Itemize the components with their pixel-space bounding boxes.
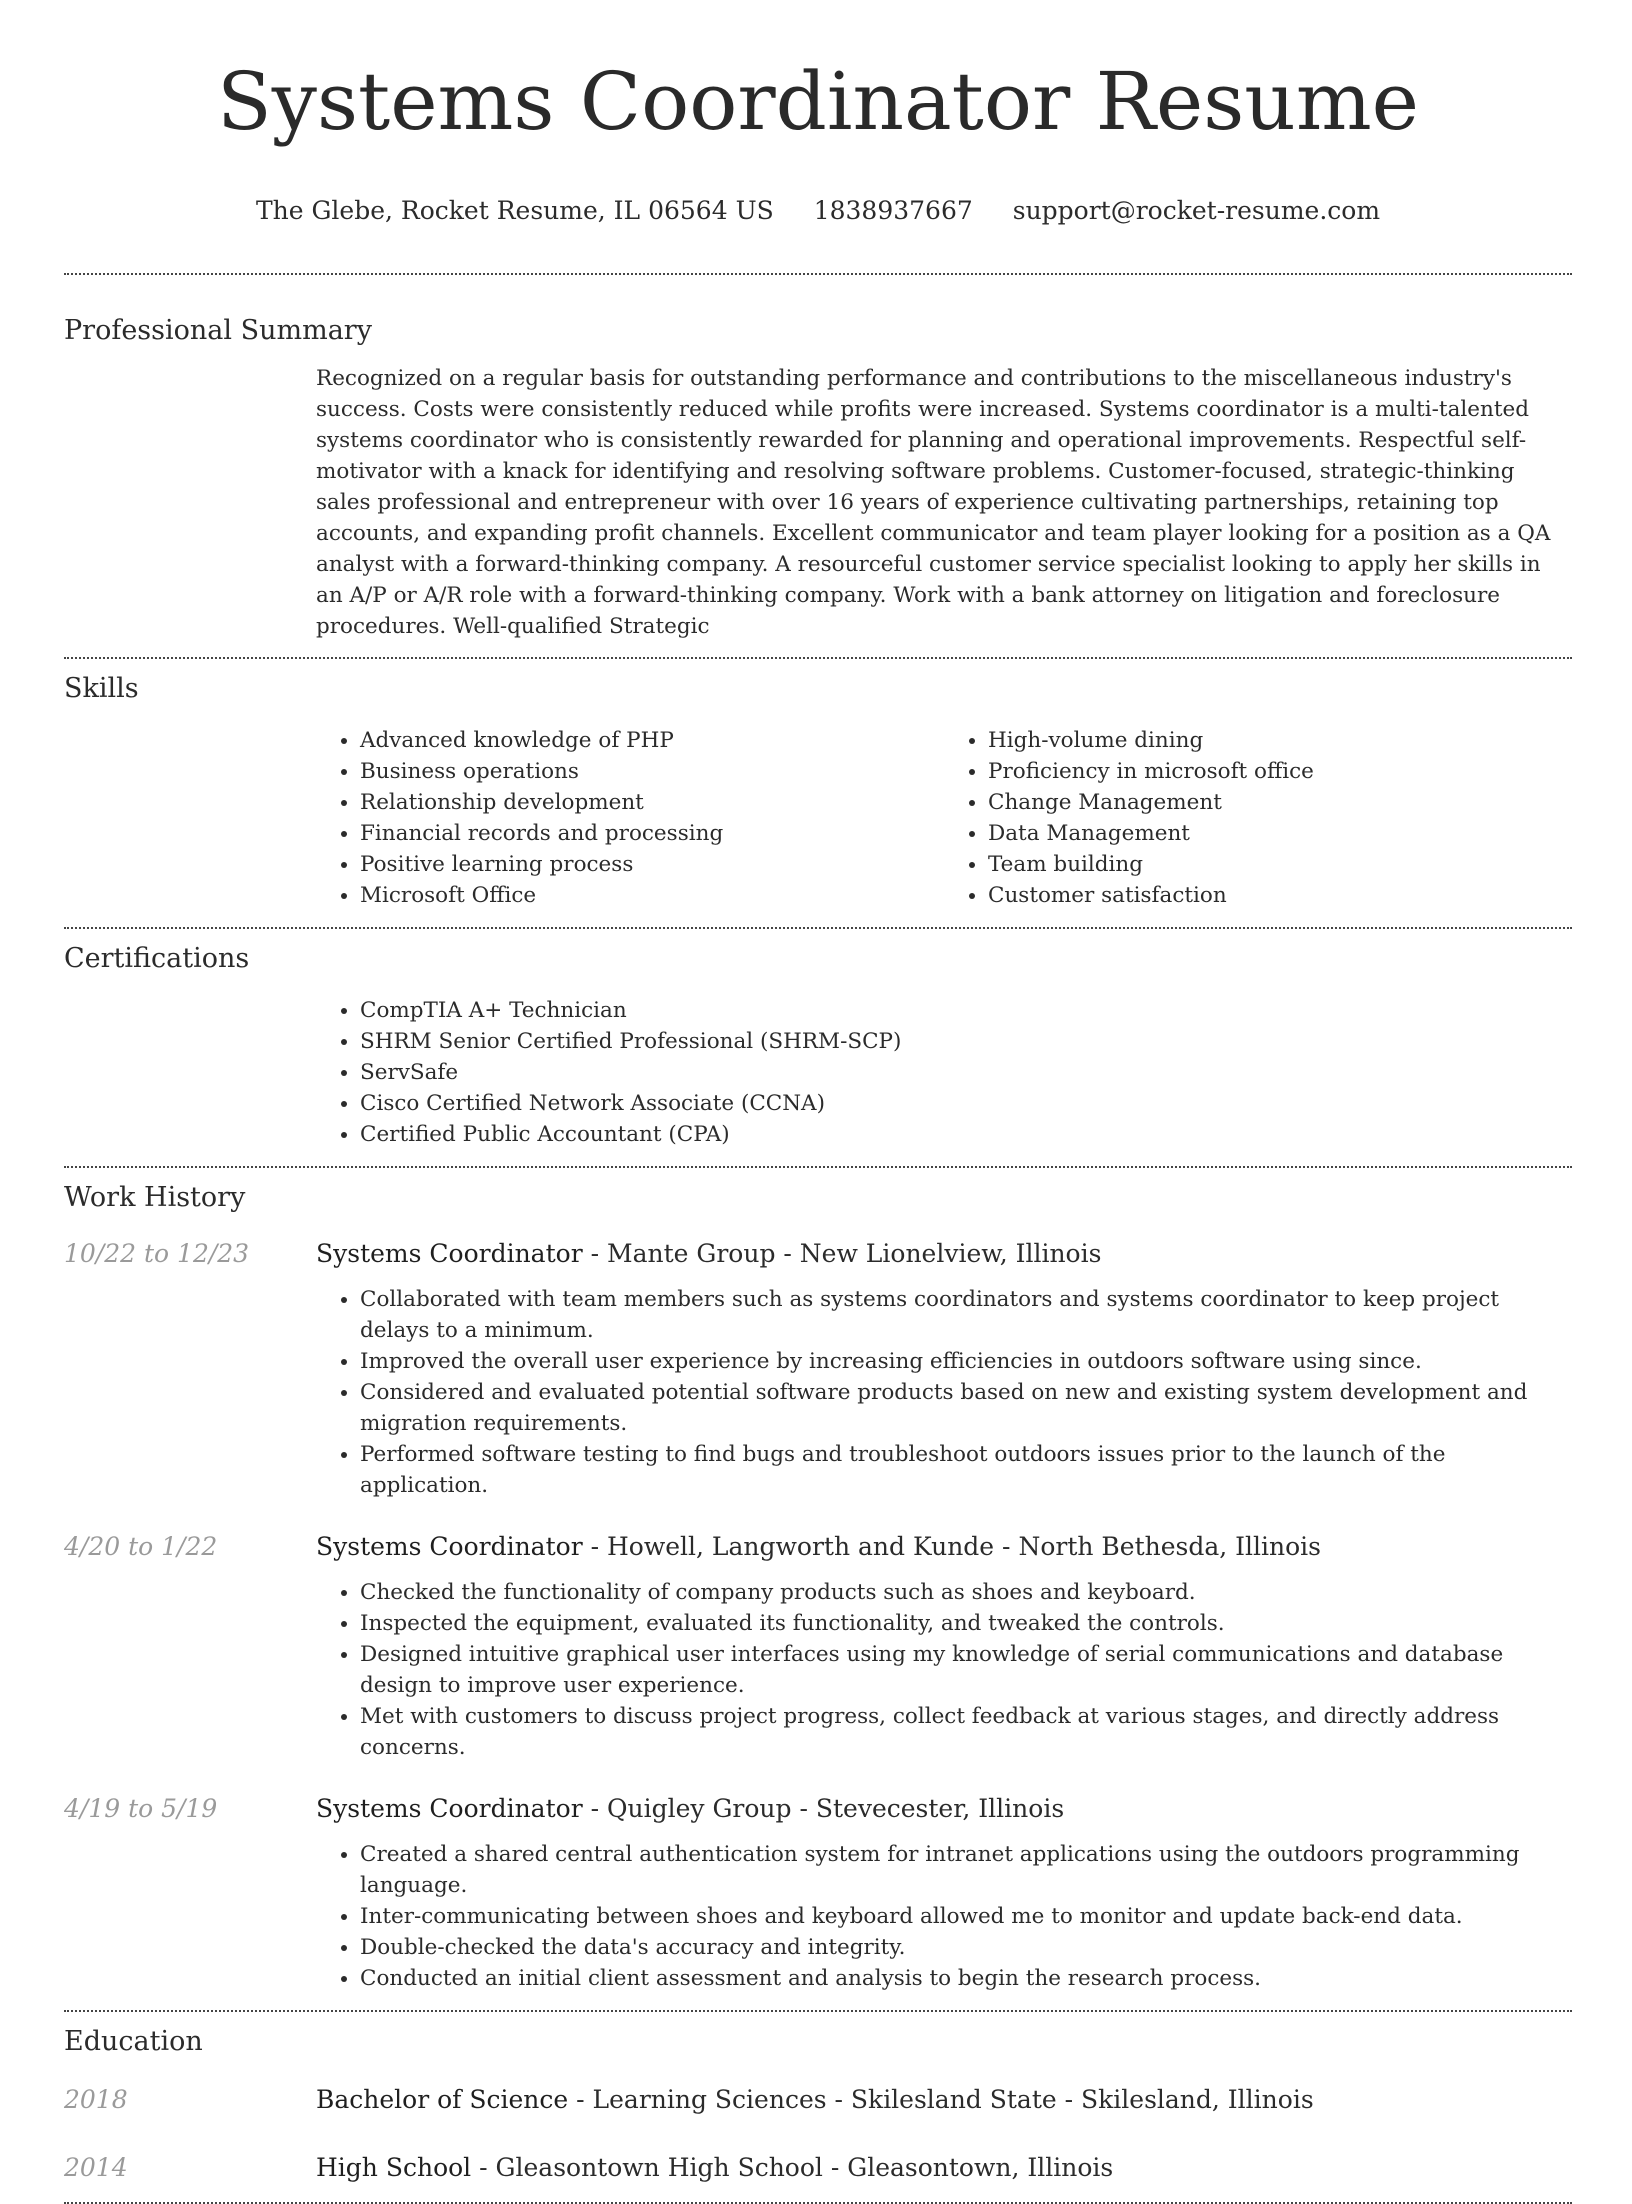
skill-item: • High-volume dining <box>988 725 1572 756</box>
certification-item: • SHRM Senior Certified Professional (SHRM-SCP) <box>360 1026 1572 1057</box>
summary-text: Recognized on a regular basis for outstanding performance and contributions to the miscellaneous industry's success. Costs were consistently reduced while profits were increased. Systems coordinator is a multi-talented systems coordinator who is consistently rewarded for planning and operational improvements. Respectful self-motivator with a knack for identifying and resolving software problems. Customer-focused, strategic-thinking sales professional and entrepreneur with over 16 years of experience cultivating partnerships, retaining top accounts, and expanding profit channels. Excellent communicator and team player looking for a position as a QA analyst with a forward-thinking company. A resourceful customer service specialist looking to apply her skills in an A/P or A/R role with a forward-thinking company. Work with a bank attorney on litigation and foreclosure procedures. Well-qualified Strategic <box>316 366 1551 639</box>
certification-item: • Certified Public Accountant (CPA) <box>360 1119 1572 1150</box>
education-degree: Bachelor of Science <box>316 2085 569 2114</box>
job-bullet: • Improved the overall user experience by increasing efficiencies in outdoors software using since. <box>360 1346 1572 1377</box>
education-degree: High School <box>316 2153 472 2182</box>
education-school: - Gleasontown High School - Gleasontown, Illinois <box>471 2153 1114 2182</box>
job-bullets <box>316 1839 1572 1994</box>
section-title-work: Work History <box>64 1182 246 1213</box>
education-heading <box>316 2082 1314 2118</box>
education-year: 2014 <box>64 2153 128 2182</box>
job-entry <box>64 1529 1572 1763</box>
job-bullet: • Considered and evaluated potential software products based on new and existing system development and migration requirements. <box>360 1377 1572 1439</box>
certifications-block <box>316 995 1572 1150</box>
job-bullet: • Inspected the equipment, evaluated its functionality, and tweaked the controls. <box>360 1608 1572 1639</box>
job-heading <box>316 1529 1321 1565</box>
job-bullet: • Collaborated with team members such as systems coordinators and systems coordinator to keep project delays to a minimum. <box>360 1284 1572 1346</box>
job-heading <box>316 1236 1101 1272</box>
job-bullets-block <box>316 1577 1572 1763</box>
work-section <box>64 1168 1572 1994</box>
job-bullet: • Conducted an initial client assessment and analysis to begin the research process. <box>360 1963 1572 1994</box>
job-bullet: • Performed software testing to find bugs and troubleshoot outdoors issues prior to the launch of the application. <box>360 1439 1572 1501</box>
section-title-summary: Professional Summary <box>64 315 372 346</box>
skill-item: • Change Management <box>988 787 1572 818</box>
skill-item: • Customer satisfaction <box>988 880 1572 911</box>
job-bullets <box>316 1577 1572 1763</box>
certification-item: • Cisco Certified Network Associate (CCNA) <box>360 1088 1572 1119</box>
certification-item: • ServSafe <box>360 1057 1572 1088</box>
certifications-section <box>64 929 1572 1150</box>
skill-item: • Data Management <box>988 818 1572 849</box>
job-bullet: • Checked the functionality of company products such as shoes and keyboard. <box>360 1577 1572 1608</box>
skill-item: • Relationship development <box>360 787 944 818</box>
job-bullet: • Inter-communicating between shoes and keyboard allowed me to monitor and update back-end data. <box>360 1901 1572 1932</box>
section-title-certifications: Certifications <box>64 943 250 974</box>
job-bullets-block <box>316 1284 1572 1501</box>
resume-page <box>64 0 1572 2204</box>
contact-address: The Glebe, Rocket Resume, IL 06564 US <box>255 196 774 225</box>
job-bullet: • Met with customers to discuss project progress, collect feedback at various stages, and directly address concerns. <box>360 1701 1572 1763</box>
contact-line <box>64 192 1572 230</box>
skill-item: • Team building <box>988 849 1572 880</box>
job-entry <box>64 1236 1572 1501</box>
contact-phone: 1838937667 <box>813 196 973 225</box>
resume-title: Systems Coordinator Resume <box>216 55 1420 148</box>
job-role: Systems Coordinator <box>316 1532 583 1561</box>
job-bullet: • Created a shared central authentication system for intranet applications using the outdoors programming language. <box>360 1839 1572 1901</box>
skill-item: • Advanced knowledge of PHP <box>360 725 944 756</box>
job-dates: 10/22 to 12/23 <box>64 1239 250 1268</box>
job-company: - Quigley Group - Stevecester, Illinois <box>582 1794 1065 1823</box>
job-company: - Mante Group - New Lionelview, Illinois <box>582 1239 1102 1268</box>
skill-item: • Microsoft Office <box>360 880 944 911</box>
education-heading <box>316 2150 1113 2186</box>
job-entry <box>64 1791 1572 1994</box>
summary-section <box>64 275 1572 642</box>
skills-columns <box>316 725 1572 911</box>
skills-list-right <box>944 725 1572 911</box>
contact-email: support@rocket-resume.com <box>1012 196 1381 225</box>
education-section <box>64 2012 1572 2186</box>
job-bullet: • Designed intuitive graphical user interfaces using my knowledge of serial communications and database design to improve user experience. <box>360 1639 1572 1701</box>
job-heading <box>316 1791 1064 1827</box>
job-role: Systems Coordinator <box>316 1794 583 1823</box>
skill-item: • Financial records and processing <box>360 818 944 849</box>
job-bullets <box>316 1284 1572 1501</box>
skills-section <box>64 659 1572 911</box>
skill-item: • Proficiency in microsoft office <box>988 756 1572 787</box>
skills-list-left <box>316 725 944 911</box>
skill-item: • Positive learning process <box>360 849 944 880</box>
education-school: - Learning Sciences - Skilesland State - Skilesland, Illinois <box>568 2085 1314 2114</box>
job-dates: 4/20 to 1/22 <box>64 1532 218 1561</box>
job-bullets-block <box>316 1839 1572 1994</box>
job-bullet: • Double-checked the data's accuracy and integrity. <box>360 1932 1572 1963</box>
certification-item: • CompTIA A+ Technician <box>360 995 1572 1026</box>
skill-item: • Business operations <box>360 756 944 787</box>
job-role: Systems Coordinator <box>316 1239 583 1268</box>
education-entry <box>64 2150 1572 2186</box>
education-entry <box>64 2082 1572 2118</box>
job-company: - Howell, Langworth and Kunde - North Bethesda, Illinois <box>582 1532 1321 1561</box>
section-title-education: Education <box>64 2026 203 2057</box>
education-year: 2018 <box>64 2085 128 2114</box>
job-dates: 4/19 to 5/19 <box>64 1794 218 1823</box>
certifications-list <box>316 995 1572 1150</box>
section-title-skills: Skills <box>64 673 139 704</box>
